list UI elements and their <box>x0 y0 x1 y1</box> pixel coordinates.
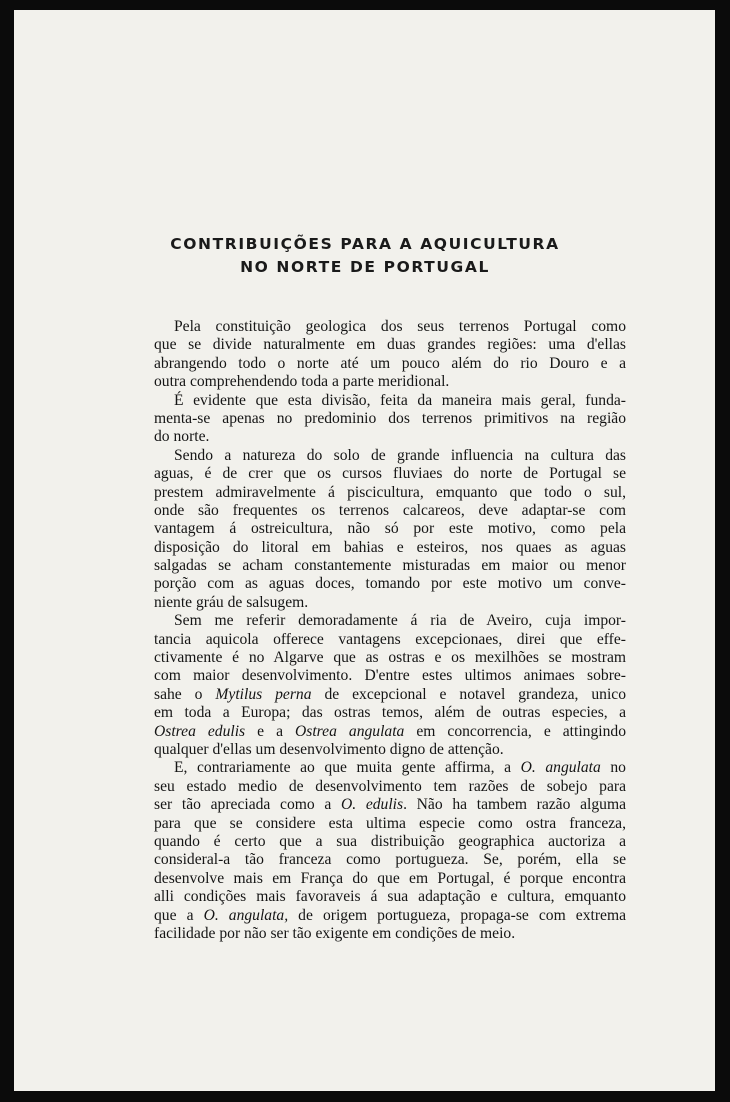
text-line <box>154 907 626 925</box>
text-line: Pela constituição geologica dos seus terrenos Portugal como <box>174 318 626 335</box>
text-line: vantagem á ostreicultura, não só por este motivo, como pela <box>154 520 626 538</box>
text-run: E, contrariamente ao que muita gente affirma, a <box>174 759 521 777</box>
text-line: quando é certo que a sua distribuição geographica auctoriza a <box>154 832 626 850</box>
text-line: porção com as aguas doces, tomando por este motivo um conve- <box>154 575 626 593</box>
text-run: de origem portugueza, propaga-se com extrema <box>288 906 627 924</box>
text-line: niente gráu de salsugem. <box>154 593 309 611</box>
species-name: O. edulis <box>340 796 404 814</box>
text-line <box>154 686 626 704</box>
text-run: que a <box>154 906 204 924</box>
text-line: tancia aquicola offerece vantagens excepcionaes, direi que effe- <box>154 630 626 648</box>
text-line <box>154 723 626 741</box>
species-name: O. angulata, <box>203 906 289 924</box>
text-line: É evidente que esta divisão, feita da maneira mais geral, funda- <box>174 391 626 409</box>
text-line: disposição do litoral em bahias e esteiros, nos quaes as aguas <box>154 538 626 556</box>
species-name: Ostrea edulis <box>154 722 246 740</box>
text-line: facilidade por não ser tão exigente em condições de meio. <box>154 924 516 942</box>
text-line: para que se considere esta ultima especie como ostra franceza, <box>154 814 626 832</box>
text-run: de excepcional e notavel grandeza, unico <box>311 685 626 703</box>
text-run: sahe o <box>154 685 216 703</box>
text-line: ctivamente é no Algarve que as ostras e os mexilhões se mostram <box>154 649 626 667</box>
text-line: que se divide naturalmente em duas grandes regiões: uma d'ellas <box>154 336 626 354</box>
text-line: abrangendo todo o norte até um pouco além do rio Douro e a <box>154 354 626 372</box>
text-line: aguas, é de crer que os cursos fluviaes do norte de Portugal se <box>154 465 626 483</box>
text-line: Sendo a natureza do solo de grande influencia na cultura das <box>174 446 626 464</box>
text-line: prestem admiravelmente á piscicultura, emquanto que todo o sul, <box>154 483 626 501</box>
text-line: com maior desenvolvimento. D'entre estes ultimos animaes sobre- <box>154 667 626 685</box>
text-run: e a <box>245 722 296 740</box>
body-text <box>154 318 626 943</box>
text-line: onde são frequentes os terrenos calcareos, deve adaptar-se com <box>154 501 626 519</box>
document-title-line-2: NO NORTE DE PORTUGAL <box>240 258 490 276</box>
text-run: . Não ha tambem razão alguma <box>403 796 626 814</box>
text-line: menta-se apenas no predominio dos terrenos primitivos na região <box>154 409 626 427</box>
species-name: O. angulata <box>520 759 601 777</box>
document-title-line-1: CONTRIBUIÇÕES PARA A AQUICULTURA <box>170 235 560 253</box>
text-line: do norte. <box>154 428 210 446</box>
text-run: no <box>600 759 626 777</box>
text-run: em concorrencia, e attingindo <box>404 722 626 740</box>
text-line: em toda a Europa; das ostras temos, além de outras especies, a <box>154 704 626 722</box>
text-line: Sem me referir demoradamente á ria de Aveiro, cuja impor- <box>174 612 626 630</box>
text-line: desenvolve mais em França do que em Portugal, é porque encontra <box>154 869 626 887</box>
text-line: salgadas se acham constantemente misturadas em maior ou menor <box>154 557 626 575</box>
text-line: alli condições mais favoraveis á sua adaptação e cultura, emquanto <box>154 888 626 906</box>
text-line: qualquer d'ellas um desenvolvimento digno de attenção. <box>154 740 504 758</box>
text-line <box>154 759 626 777</box>
text-line: consideral-a tão franceza como portugueza. Se, porém, ella se <box>154 851 626 869</box>
species-name: Mytilus perna <box>215 685 312 703</box>
text-line: outra comprehendendo toda a parte meridional. <box>154 373 450 391</box>
text-run: ser tão apreciada como a <box>154 796 341 814</box>
text-line: seu estado medio de desenvolvimento tem razões de sobejo para <box>154 777 626 795</box>
text-line <box>154 796 626 814</box>
species-name: Ostrea angulata <box>295 722 405 740</box>
